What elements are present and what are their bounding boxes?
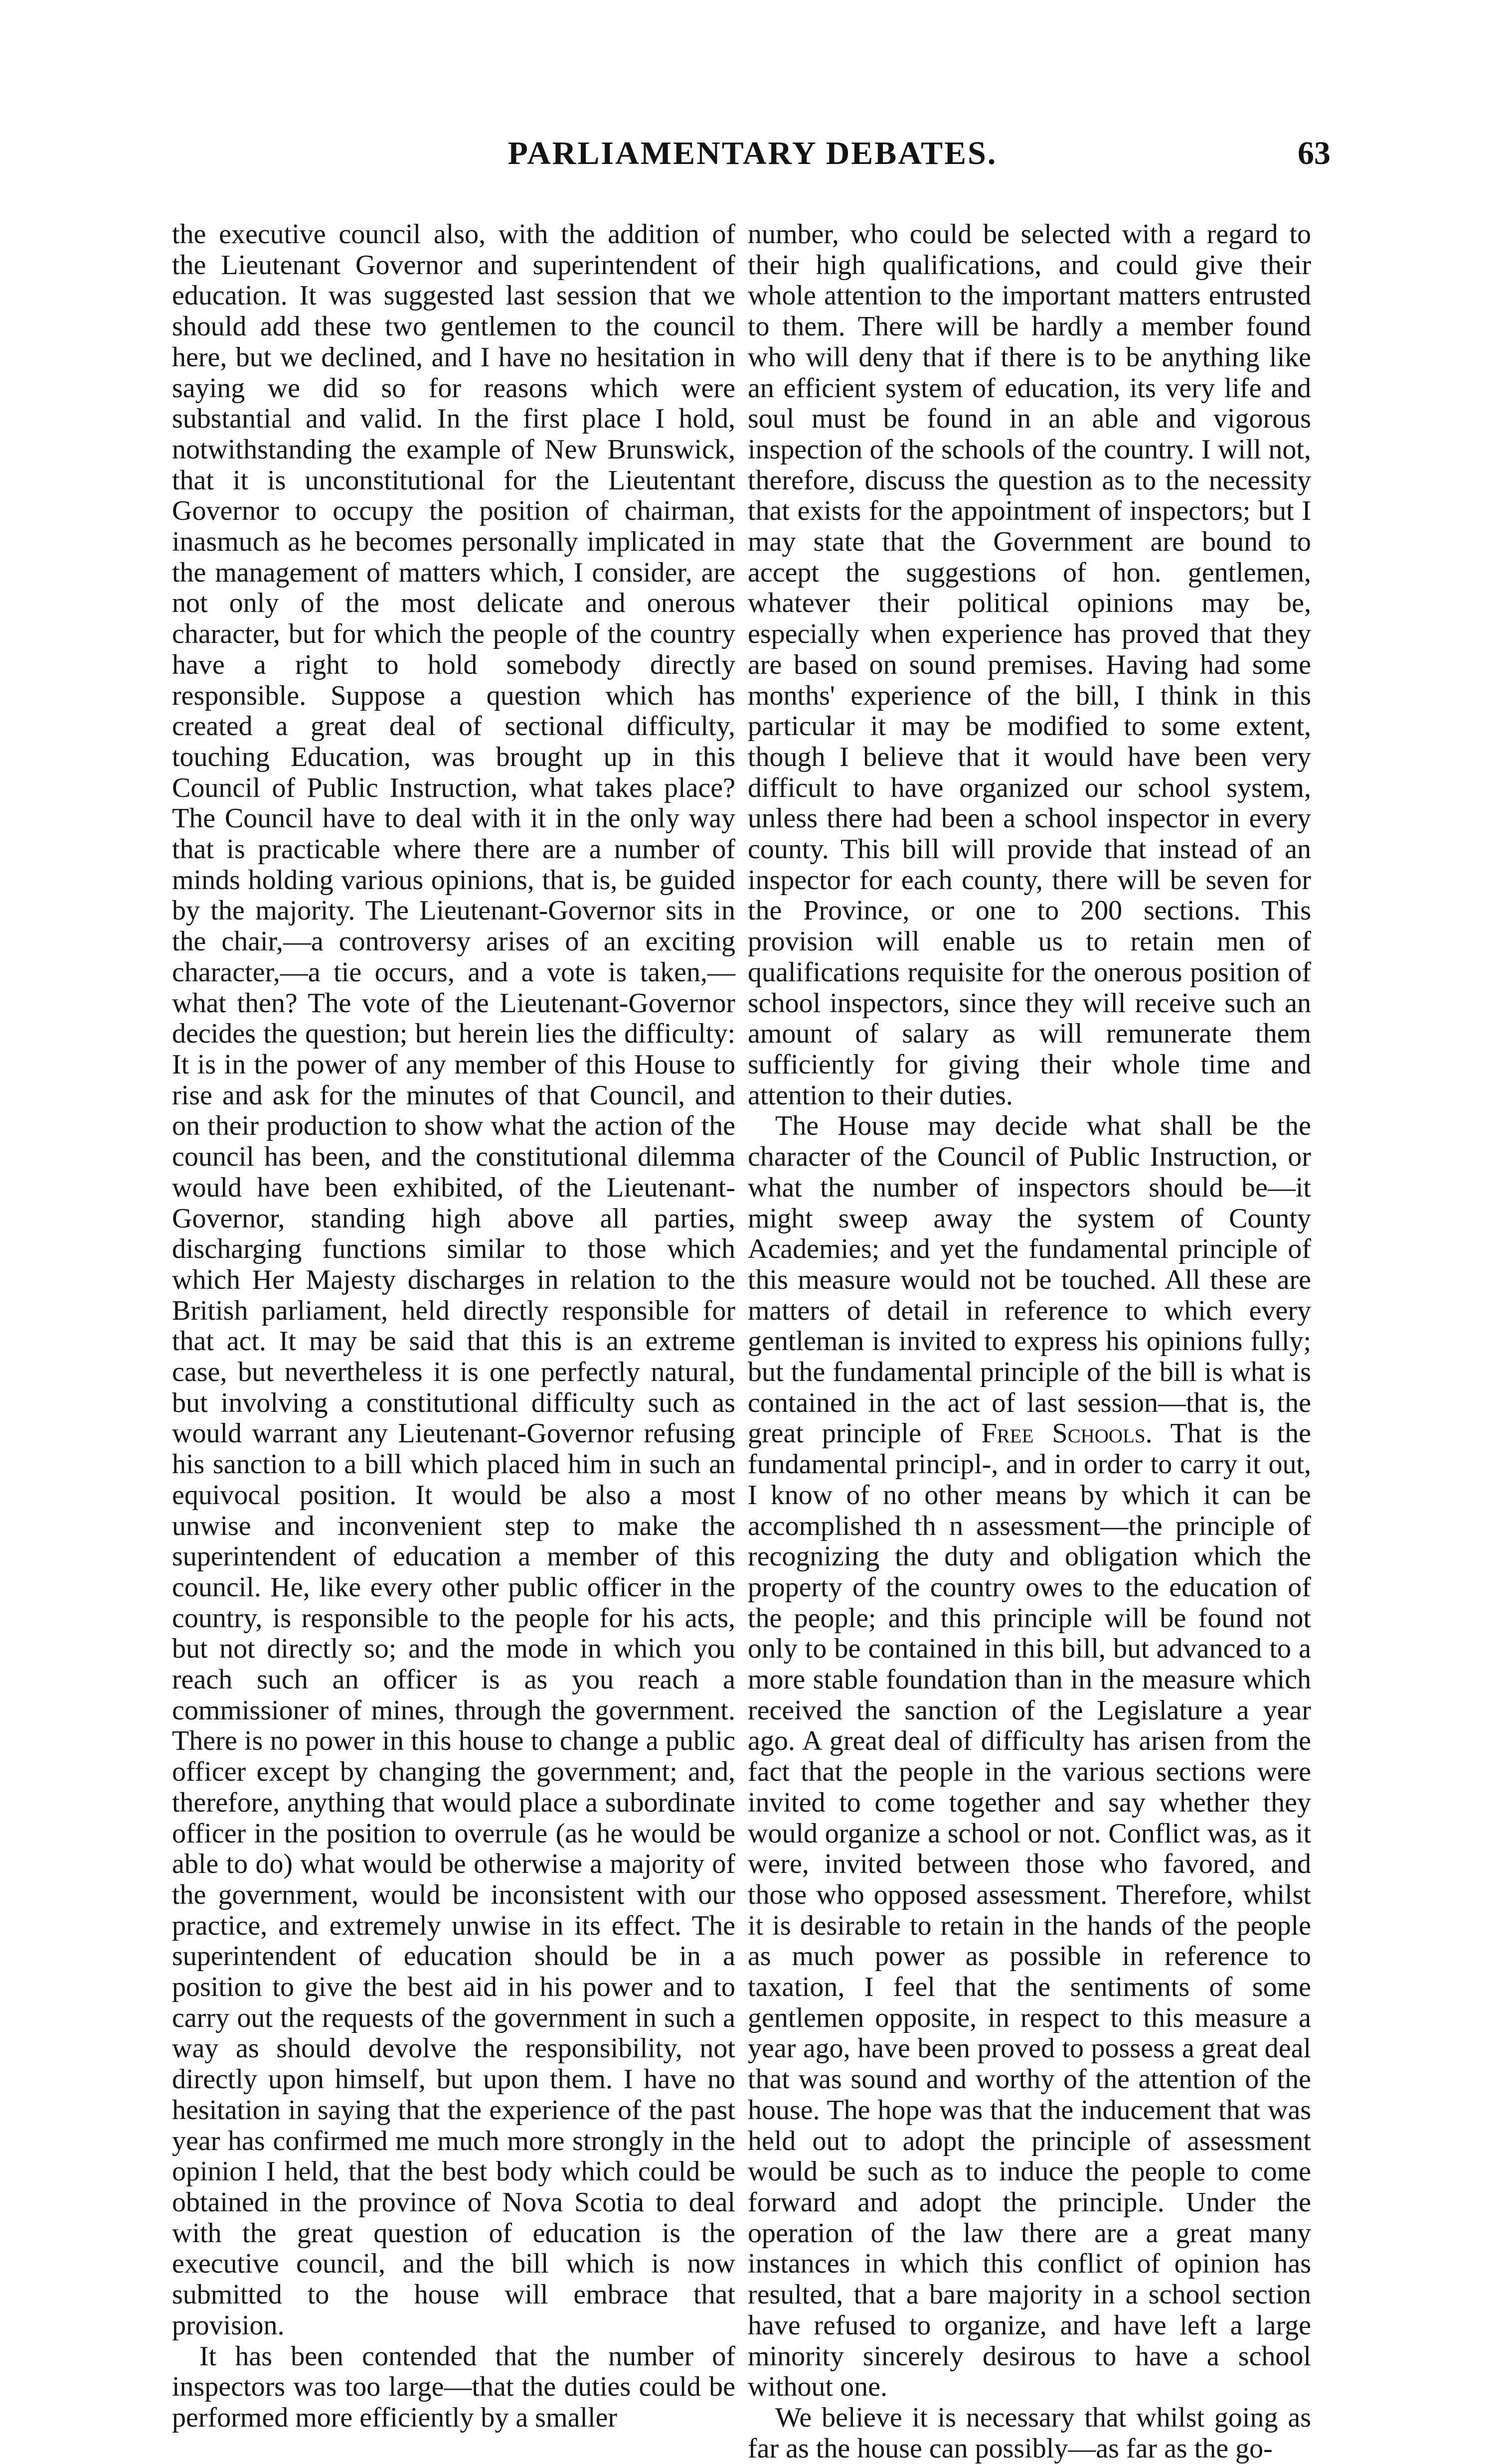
left-column	[172, 219, 735, 2434]
running-title: PARLIAMENTARY DEBATES.	[507, 135, 998, 171]
page-header	[0, 135, 1505, 179]
free-schools-term: Free Schools.	[981, 1418, 1153, 1449]
paragraph: the executive council also, with the addition of the Lieutenant Governor and superintendent of education. It was suggested last session that we should add these two gentlemen to the council here, but we declined, and I have no hesitation in saying we did so for reasons which were substantial and valid. In the first place I hold, notwithstanding the example of New Brunswick, that it is unconstitutional for the Lieutentant Governor to occupy the position of chairman, inasmuch as he becomes personally implicated in the management of matters which, I consider, are not only of the most delicate and onerous character, but for which the people of the country have a right to hold somebody directly responsible. Suppose a question which has created a great deal of sectional difficulty, touching Education, was brought up in this Council of Public Instruction, what takes place? The Council have to deal with it in the only way that is practicable where there are a number of minds holding various opinions, that is, be guided by the majority. The Lieutenant-Governor sits in the chair,—a controversy arises of an exciting character,—a tie occurs, and a vote is taken,—what then? The vote of the Lieutenant-Governor decides the question; but herein lies the difficulty: It is in the power of any member of this House to rise and ask for the minutes of that Council, and on their production to show what the action of the council has been, and the constitutional dilemma would have been exhibited, of the Lieutenant-Governor, standing high above all parties, discharging functions similar to those which which Her Majesty discharges in relation to the British parliament, held directly responsible for that act. It may be said that this is an extreme case, but nevertheless it is one perfectly natural, but involving a constitutional difficulty such as would warrant any Lieutenant-Governor refusing his sanction to a bill which placed him in such an equivocal position. It would be also a most unwise and inconvenient step to make the superintendent of education a member of this council. He, like every other public officer in the country, is responsible to the people for his acts, but not directly so; and the mode in which you reach such an officer is as you reach a commissioner of mines, through the government. There is no power in this house to change a public officer except by changing the government; and, therefore, anything that would place a subordinate officer in the position to overrule (as he would be able to do) what would be otherwise a majority of the government, would be inconsistent with our practice, and extremely unwise in its effect. The superintendent of education should be in a position to give the best aid in his power and to carry out the requests of the government in such a way as should devolve the responsibility, not directly upon himself, but upon them. I have no hesitation in saying that the experience of the past year has confirmed me much more strongly in the opinion I held, that the best body which could be obtained in the province of Nova Scotia to deal with the great question of education is the executive council, and the bill which is now submitted to the house will embrace that provision.	[172, 219, 735, 2341]
paragraph	[748, 1111, 1311, 2403]
paragraph: It has been contended that the number of inspectors was too large—that the duties could be performed more efficiently by a smaller	[172, 2340, 735, 2433]
page-number: 63	[1298, 135, 1331, 171]
paragraph: number, who could be selected with a regard to their high qualifications, and could give their whole attention to the important matters entrusted to them. There will be hardly a member found who will deny that if there is to be anything like an efficient system of education, its very life and soul must be found in an able and vigorous inspection of the schools of the country. I will not, therefore, discuss the question as to the necessity that exists for the appointment of inspectors; but I may state that the Government are bound to accept the suggestions of hon. gentlemen, whatever their political opinions may be, especially when experience has proved that they are based on sound premises. Having had some months' experience of the bill, I think in this particular it may be modified to some extent, though I believe that it would have been very difficult to have organized our school system, unless there had been a school inspector in every county. This bill will provide that instead of an inspector for each county, there will be seven for the Province, or one to 200 sections. This provision will enable us to retain men of qualifications requisite for the onerous position of school inspectors, since they will receive such an amount of salary as will remunerate them sufficiently for giving their whole time and attention to their duties.	[748, 219, 1311, 1111]
right-column	[748, 219, 1311, 2464]
paragraph-text: That is the fundamental principl-, and in order to carry it out, I know of no other means by which it can be accomplished th n assessment—the principle of recognizing the duty and obligation which the property of the country owes to the education of the people; and this principle will be found not only to be contained in this bill, but advanced to a more stable foundation than in the measure which received the sanction of the Legislature a year ago. A great deal of difficulty has arisen from the fact that the people in the various sections were invited to come together and say whether they would organize a school or not. Conflict was, as it were, invited between those who favored, and those who opposed assessment. Therefore, whilst it is desirable to retain in the hands of the people as much power as possible in reference to taxation, I feel that the sentiments of some gentlemen opposite, in respect to this measure a year ago, have been proved to possess a great deal that was sound and worthy of the attention of the house. The hope was that the inducement that was held out to adopt the principle of assessment would be such as to induce the people to come forward and adopt the principle. Under the operation of the law there are a great many instances in which this conflict of opinion has resulted, that a bare majority in a school section have refused to organize, and have left a large minority sincerely desirous to have a school without one.	[748, 1418, 1312, 2403]
paragraph: We believe it is necessary that whilst going as far as the house can possibly—as far as the go-	[748, 2402, 1311, 2464]
paragraph-text: The House may decide what shall be the character of the Council of Public Instruction, or what the number of inspectors should be—it might sweep away the system of County Academies; and yet the fundamental principle of this measure would not be touched. All these are matters of detail in reference to which every gentleman is invited to express his opinions fully; but the fundamental principle of the bill is what is contained in the act of last session—that is, the great principle of	[748, 1110, 1311, 1449]
